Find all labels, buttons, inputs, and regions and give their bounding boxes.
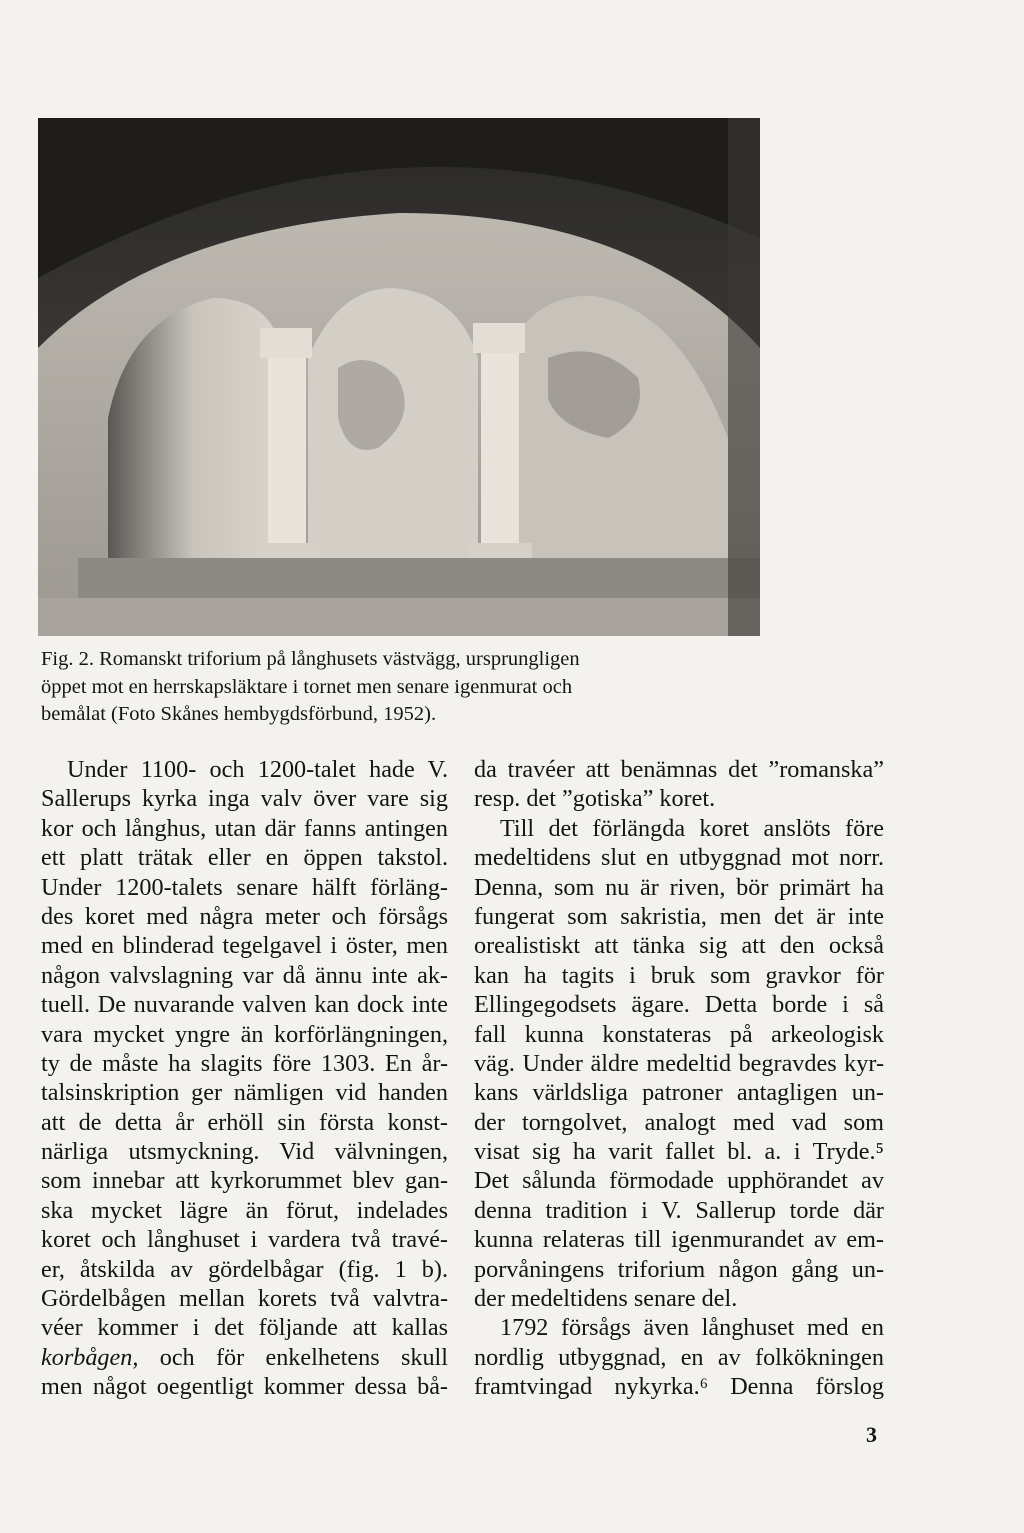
- show-through-text: [762, 118, 1002, 738]
- triforium-photograph: [38, 118, 760, 636]
- text-line: Denna, som nu är riven, bör primärt ha: [474, 873, 884, 901]
- text-line: denna tradition i V. Sallerup torde där: [474, 1196, 884, 1224]
- text-line: framtvingad nykyrka.⁶ Denna förslog: [474, 1373, 884, 1401]
- text-line: med en blinderad tegelgavel i öster, men: [41, 932, 448, 960]
- italic-term: korbågen,: [41, 1343, 139, 1371]
- text-line: Under 1100- och 1200-talet hade V.: [67, 756, 448, 783]
- text-line: visat sig ha varit fallet bl. a. i Tryde.⁵: [474, 1138, 884, 1166]
- text-line: ska mycket lägre än förut, indelades: [41, 1196, 448, 1224]
- text-line: ett platt trätak eller en öppen takstol.: [41, 844, 448, 872]
- page-number: 3: [866, 1422, 877, 1447]
- right-column: [474, 755, 884, 1402]
- text-line: des koret med några meter och försågs: [41, 902, 448, 930]
- caption-line: Fig. 2. Romanskt triforium på långhusets västvägg, ursprungligen: [41, 648, 580, 670]
- text-line: men något oegentligt kommer dessa bå-: [41, 1373, 448, 1401]
- text-line: Till det förlängda koret anslöts före: [500, 814, 884, 842]
- text-line: véer kommer i det följande att kallas: [41, 1314, 448, 1342]
- text-line: der torngolvet, analogt med vad som: [474, 1108, 884, 1136]
- text-line: der medeltidens senare del.: [474, 1285, 738, 1313]
- text-line: tuell. De nuvarande valven kan dock inte: [41, 991, 448, 1019]
- text-line: Under 1200-talets senare hälft förläng-: [41, 873, 448, 901]
- text-line: porvåningens triforium någon gång un-: [474, 1255, 884, 1283]
- text-line: talsinskription ger nämligen vid handen: [41, 1079, 448, 1107]
- text-line: orealistiskt att tänka sig att den också: [474, 932, 884, 960]
- caption-line: öppet mot en herrskapsläktare i tornet men senare igenmurat och: [41, 675, 573, 698]
- text-line: väg. Under äldre medeltid begravdes kyr-: [474, 1049, 884, 1077]
- text-line: fungerat som sakristia, men det är inte: [474, 902, 884, 930]
- text-line: vara mycket yngre än korförlängningen,: [41, 1020, 448, 1048]
- text-line: ty de måste ha slagits före 1303. En år-: [41, 1049, 448, 1077]
- text-line: att de detta år erhöll sin första konst-: [41, 1108, 448, 1136]
- text-line: resp. det ”gotiska” koret.: [474, 785, 716, 813]
- text-line: fall kunna konstateras på arkeologisk: [474, 1020, 884, 1048]
- figure-caption: [41, 646, 901, 729]
- text-line: kunna relateras till igenmurandet av em-: [474, 1226, 884, 1254]
- text-line: Ellingegodsets ägare. Detta borde i så: [474, 991, 884, 1019]
- text-line: medeltidens slut en utbyggnad mot norr.: [474, 844, 884, 872]
- text-line: som innebar att kyrkorummet blev gan-: [41, 1167, 448, 1195]
- text-line: nordlig utbyggnad, en av folkökningen: [474, 1343, 884, 1371]
- text-line: 1792 försågs även långhuset med en: [500, 1314, 884, 1342]
- text-line: Sallerups kyrka inga valv över vare sig: [41, 785, 448, 813]
- text-line: kan ha tagits i bruk som gravkor för: [474, 961, 884, 989]
- text-line: er, åtskilda av gördelbågar (fig. 1 b).: [41, 1255, 448, 1283]
- text-line: någon valvslagning var då ännu inte ak-: [41, 961, 448, 989]
- text-line-with-italic: korbågen, och för enkelhetens skull: [41, 1343, 448, 1371]
- text-line: kor och långhus, utan där fanns antingen: [41, 814, 448, 842]
- left-column: [41, 755, 448, 1402]
- text-line: koret och långhuset i vardera två travé-: [41, 1226, 448, 1254]
- text-line: kans världsliga patroner antagligen un-: [474, 1079, 884, 1107]
- caption-line: bemålat (Foto Skånes hembygdsförbund, 1952).: [41, 703, 437, 725]
- text-line: da travéer att benämnas det ”romanska”: [474, 756, 884, 783]
- text-line: Det sålunda förmodade upphörandet av: [474, 1167, 884, 1195]
- triforium-photo-image: [38, 118, 760, 636]
- text-line: närliga utsmyckning. Vid välvningen,: [41, 1138, 448, 1166]
- text-line: Gördelbågen mellan korets två valvtra-: [41, 1285, 448, 1313]
